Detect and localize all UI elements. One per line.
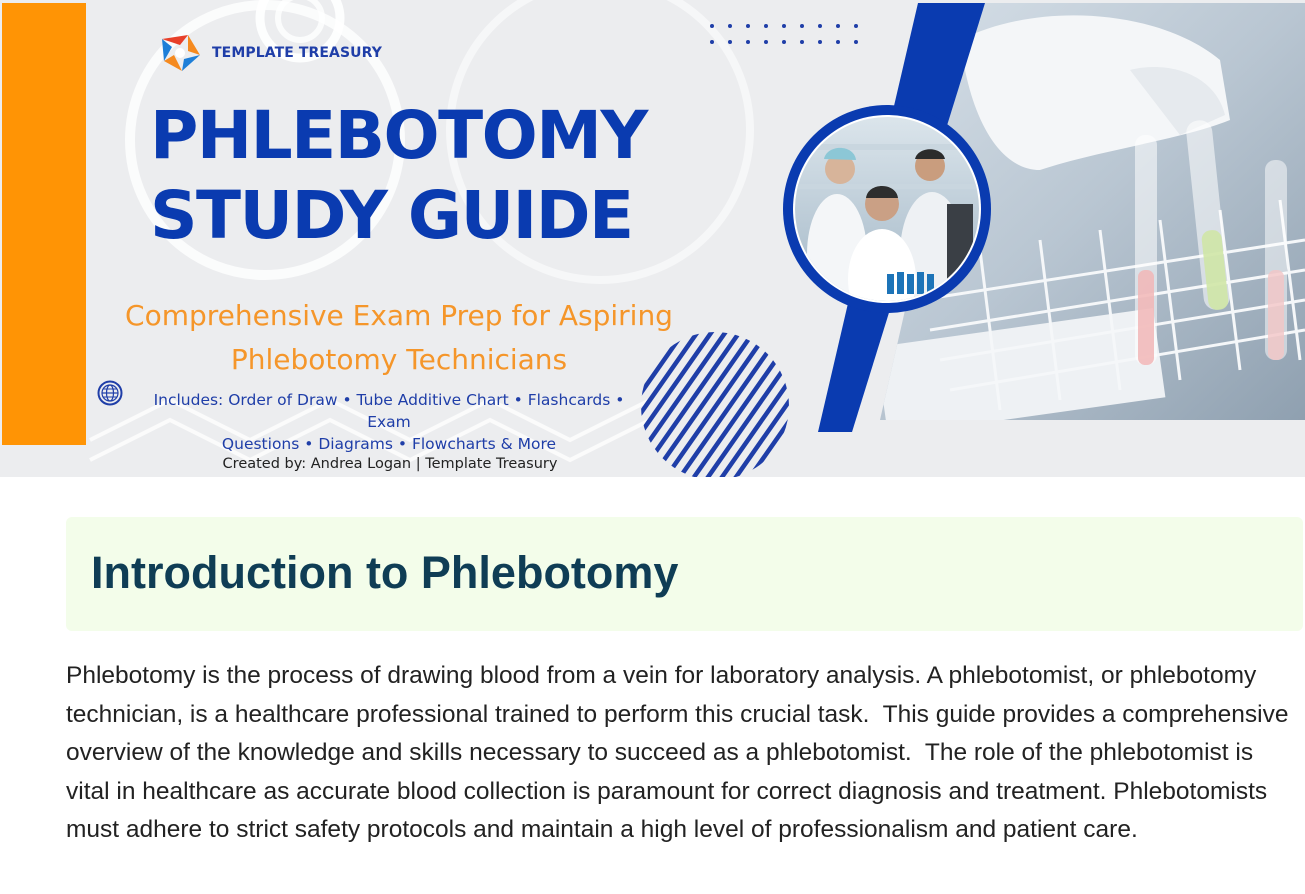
- includes-line-2: Questions • Diagrams • Flowcharts & More: [221, 435, 557, 453]
- title-line-1: PHLEBOTOMY: [150, 97, 647, 174]
- intro-paragraph: Phlebotomy is the process of drawing blood from a vein for laboratory analysis. A phlebotomist, or phlebotomy technician, is a healthcare professional trained to perform this crucial task. This guide provides a comprehensive overview of the knowledge and skills necessary to succeed as a phlebotomist. The role of the phlebotomist is vital in healthcare as accurate blood collection is paramount for correct diagnosis and treatment. Phlebotomists must adhere to strict safety protocols and maintain a high level of professionalism and patient care.: [66, 662, 1296, 844]
- section-header-box: [66, 517, 1303, 631]
- subtitle-line-2: Phlebotomy Technicians: [230, 343, 568, 376]
- includes-list: [134, 389, 644, 455]
- brand-logo: [158, 33, 382, 73]
- lab-team-photo: [782, 104, 992, 314]
- treasury-logo-icon: [158, 33, 202, 73]
- title-line-2: STUDY GUIDE: [150, 177, 633, 254]
- subtitle-line-1: Comprehensive Exam Prep for Aspiring: [125, 299, 673, 332]
- globe-icon: [97, 380, 123, 406]
- orange-accent-bar: [2, 3, 86, 445]
- decor-dots: [706, 22, 866, 50]
- subtitle: [100, 294, 698, 382]
- section-heading: Introduction to Phlebotomy: [91, 547, 679, 598]
- includes-line-1: Includes: Order of Draw • Tube Additive Chart • Flashcards • Exam: [153, 391, 625, 431]
- page-title: [150, 96, 647, 256]
- author-credit: Created by: Andrea Logan | Template Treasury: [222, 456, 558, 472]
- brand-name: TEMPLATE TREASURY: [212, 45, 382, 61]
- decor-striped-circle: [639, 330, 791, 477]
